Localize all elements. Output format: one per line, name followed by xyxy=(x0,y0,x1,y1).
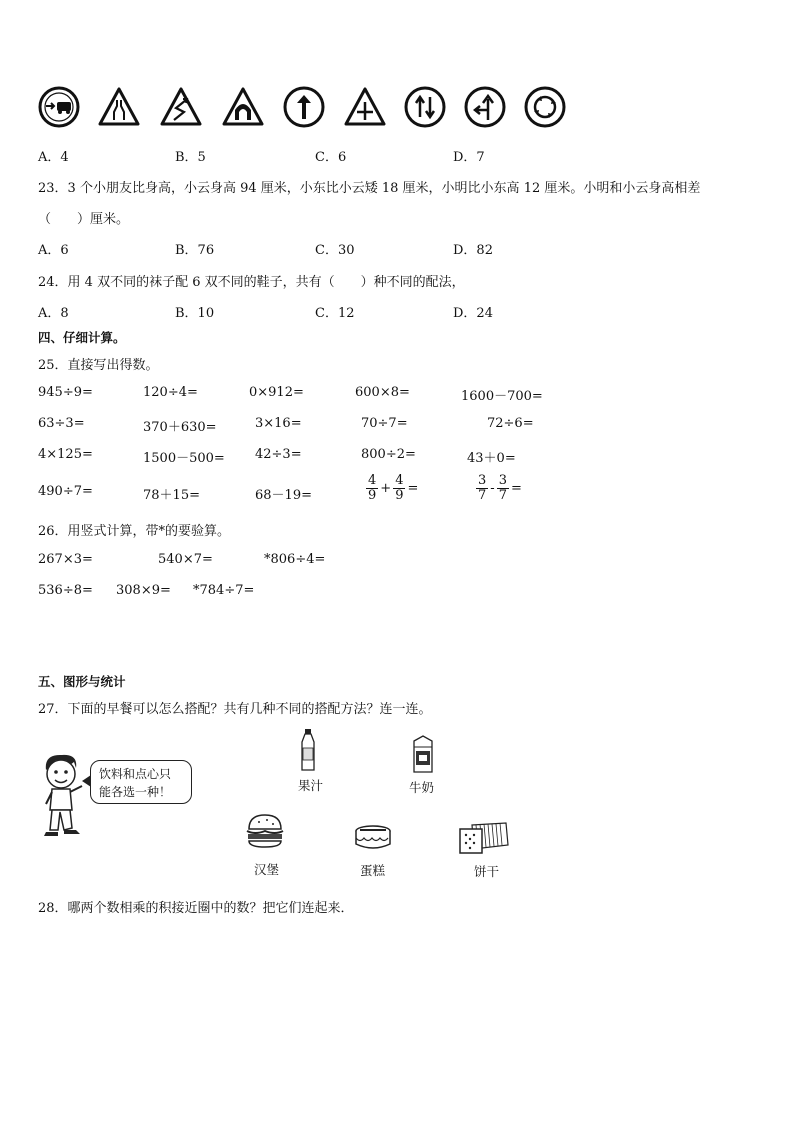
operator: + xyxy=(380,481,392,496)
denominator: 7 xyxy=(478,488,487,503)
q26-item: 267×3= xyxy=(38,552,93,567)
q24-option-a[interactable]: A．8 xyxy=(38,306,69,321)
q26-title: 26．用竖式计算，带*的要验算。 xyxy=(38,524,231,539)
juice-bottle-icon xyxy=(300,728,316,772)
numerator: 4 xyxy=(395,473,404,488)
q23-text-line2: （ ）厘米。 xyxy=(38,212,130,227)
q22-option-c[interactable]: C．6 xyxy=(315,150,347,165)
drink-label-milk[interactable]: 牛奶 xyxy=(409,780,435,795)
q25-item: 70÷7= xyxy=(361,416,408,431)
overtake-prohibited-sign-icon xyxy=(38,86,80,128)
q25-fraction-expression-2 xyxy=(476,474,524,503)
operator: - xyxy=(490,481,495,496)
q24-option-b[interactable]: B．10 xyxy=(175,306,215,321)
milk-carton-icon xyxy=(410,735,436,773)
q26-item: 308×9= xyxy=(116,583,171,598)
q25-item: 1500－500= xyxy=(143,451,225,466)
q25-item: 600×8= xyxy=(355,385,410,400)
speech-bubble xyxy=(90,760,192,804)
q23-option-a[interactable]: A．6 xyxy=(38,243,69,258)
q24-option-c[interactable]: C．12 xyxy=(315,306,355,321)
q23-text: 23．3 个小朋友比身高，小云身高 94 厘米，小东比小云矮 18 厘米，小明比小东高 12 厘米。小明和小云身高相差 xyxy=(38,181,701,196)
roundabout-sign-icon xyxy=(524,86,566,128)
q25-item: 43＋0= xyxy=(467,451,516,466)
narrow-road-sign-icon xyxy=(98,86,140,128)
snack-label-hamburger[interactable]: 汉堡 xyxy=(254,862,280,877)
equals-sign: = xyxy=(407,481,419,496)
denominator: 7 xyxy=(498,488,507,503)
q23-option-c[interactable]: C．30 xyxy=(315,243,355,258)
q26-item: 540×7= xyxy=(158,552,213,567)
q25-item: 4×125= xyxy=(38,447,93,462)
section-4-heading: 四、仔细计算。 xyxy=(38,330,126,345)
crossroad-sign-icon xyxy=(344,86,386,128)
hamburger-icon xyxy=(245,813,285,849)
numerator: 3 xyxy=(498,473,507,488)
biscuit-icon xyxy=(458,821,510,855)
cake-icon xyxy=(354,824,392,852)
denominator: 9 xyxy=(368,488,377,503)
q25-item: 72÷6= xyxy=(487,416,534,431)
q24-option-d[interactable]: D．24 xyxy=(453,306,493,321)
q26-item: *806÷4= xyxy=(264,552,326,567)
section-5-heading: 五、图形与统计 xyxy=(38,674,126,689)
boy-icon xyxy=(36,752,90,840)
q22-option-a[interactable]: A．4 xyxy=(38,150,69,165)
two-way-traffic-sign-icon xyxy=(404,86,446,128)
straight-only-sign-icon xyxy=(283,86,325,128)
winding-road-sign-icon xyxy=(160,86,202,128)
q23-option-b[interactable]: B．76 xyxy=(175,243,215,258)
q28-title: 28．哪两个数相乘的积接近圈中的数？把它们连起来． xyxy=(38,901,354,916)
q25-item: 3×16= xyxy=(255,416,302,431)
q25-item: 1600－700= xyxy=(461,389,543,404)
q24-text: 24．用 4 双不同的袜子配 6 双不同的鞋子，共有（ ）种不同的配法， xyxy=(38,275,465,290)
q25-title: 25．直接写出得数。 xyxy=(38,358,159,373)
q25-item: 945÷9= xyxy=(38,385,93,400)
q25-item: 42÷3= xyxy=(255,447,302,462)
q25-fraction-expression-1 xyxy=(366,474,420,503)
snack-label-cake[interactable]: 蛋糕 xyxy=(360,863,386,878)
q25-item: 68－19= xyxy=(255,488,312,503)
speech-bubble-line-2: 能各选一种！ xyxy=(99,785,172,799)
q25-item: 370＋630= xyxy=(143,420,217,435)
q25-item: 490÷7= xyxy=(38,484,93,499)
numerator: 4 xyxy=(368,473,377,488)
q25-item: 78＋15= xyxy=(143,488,200,503)
q22-option-b[interactable]: B．5 xyxy=(175,150,206,165)
q25-item: 63÷3= xyxy=(38,416,85,431)
q25-item: 120÷4= xyxy=(143,385,198,400)
q26-item: 536÷8= xyxy=(38,583,93,598)
q23-option-d[interactable]: D．82 xyxy=(453,243,493,258)
speech-bubble-line-1: 饮料和点心只 xyxy=(99,767,172,781)
drink-label-juice[interactable]: 果汁 xyxy=(298,778,324,793)
straight-or-left-sign-icon xyxy=(464,86,506,128)
q27-title: 27．下面的早餐可以怎么搭配？共有几种不同的搭配方法？连一连。 xyxy=(38,702,432,717)
numerator: 3 xyxy=(478,473,487,488)
tunnel-sign-icon xyxy=(222,86,264,128)
q25-item: 0×912= xyxy=(249,385,304,400)
q26-item: *784÷7= xyxy=(193,583,255,598)
q25-item: 800÷2= xyxy=(361,447,416,462)
q22-option-d[interactable]: D．7 xyxy=(453,150,485,165)
denominator: 9 xyxy=(395,488,404,503)
snack-label-biscuit[interactable]: 饼干 xyxy=(474,864,500,879)
equals-sign: = xyxy=(510,481,522,496)
